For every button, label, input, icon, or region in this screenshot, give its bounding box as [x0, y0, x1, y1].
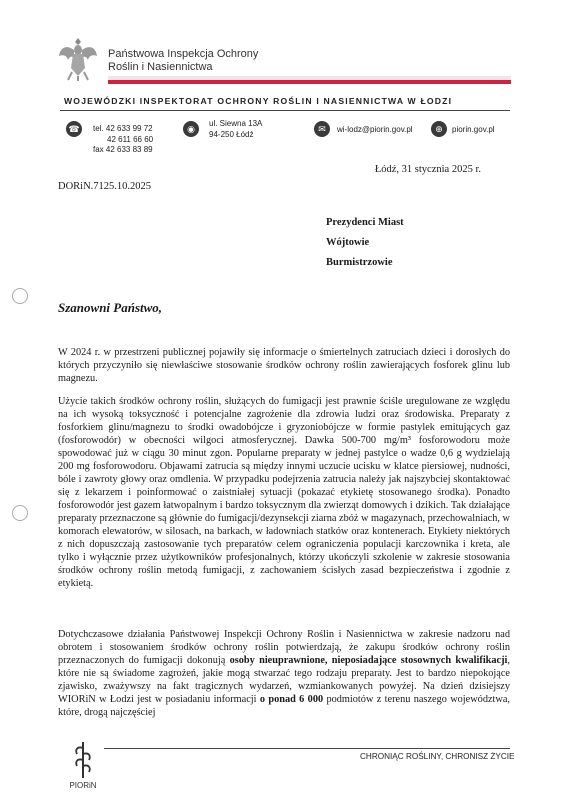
phone-icon: ☎ [66, 121, 82, 137]
greeting: Szanowni Państwo, [58, 300, 163, 315]
website-link[interactable]: piorin.gov.pl [452, 125, 495, 134]
email-address[interactable]: wi-lodz@piorin.gov.pl [337, 125, 413, 134]
paragraph-1: W 2024 r. w przestrzeni publicznej pojawiły się informacje o śmiertelnych zatruciach dzieci i dorosłych do których przyczyniło się niewłaściwe stosowanie środków ochrony roślin zawierających fosforek glinu lub magnezu. [58, 347, 510, 384]
organization-name-line-2: Roślin i Nasiennictwa [108, 61, 213, 73]
address-block [209, 119, 262, 140]
recipient-2: Wójtowie [326, 237, 370, 248]
paragraph-3-emphasis-2: o ponad 6 000 [259, 694, 324, 705]
phone-number-1: tel. 42 633 99 72 [93, 124, 153, 133]
phone-number-2: 42 611 66 60 [107, 134, 154, 144]
organization-name [108, 48, 258, 74]
address-city: 94-250 Łódź [209, 129, 254, 139]
inspectorate-title: WOJEWÓDZKI INSPEKTORAT OCHRONY ROŚLIN I NASIENNICTWA W ŁODZI [64, 96, 453, 106]
eagle-emblem-icon [58, 36, 98, 82]
paragraph-3-part-1: Dotychczasowe działania Państwowej Inspekcji Ochrony Roślin i Nasiennictwa w zakresie nadzoru nad obrotem i stosowaniem środków ochrony roślin potwierdzają, że zakupu środków ochrony roślin przeznaczonych do fumigacji dokonują [58, 629, 510, 666]
globe-icon: ⊕ [431, 121, 447, 137]
organization-name-line-1: Państwowa Inspekcja Ochrony [108, 48, 259, 60]
reference-number: DORiN.7125.10.2025 [58, 181, 152, 192]
location-pin-icon: ◉ [183, 121, 199, 137]
recipient-3: Burmistrzowie [326, 257, 393, 268]
punch-hole-bottom [12, 505, 28, 521]
header-divider [60, 110, 510, 111]
footer-motto: CHRONIĄC ROŚLINY, CHRONISZ ŻYCIE [360, 752, 515, 761]
polish-flag-bar [108, 76, 511, 84]
punch-hole-top [12, 288, 28, 304]
paragraph-3-part-2: , które nie są świadome zagrożeń, jakie mogą stwarzać tego rodzaju preparaty. Jest to bardzo niepokojące zjawisko, zważywszy na fakt tragicznych wydarzeń, wzmiankowanych powyżej. Na dzień dzisiejszy WIORiN w Łodzi jest w posiadaniu informacji [58, 655, 510, 705]
piorin-logo [68, 738, 98, 790]
piorin-logo-text: PIORiN [69, 781, 97, 790]
address-street: ul. Siewna 13A [209, 119, 263, 128]
paragraph-3 [58, 628, 510, 719]
fax-number: fax 42 633 83 89 [93, 145, 153, 154]
recipients-block [326, 213, 404, 273]
email-icon: ✉ [314, 121, 330, 137]
paragraph-3-part-3: podmiotów z terenu naszego województwa, które, drogą najczęściej [58, 694, 510, 718]
paragraph-3-emphasis-1: osoby nieuprawnione, nieposiadające stosownych kwalifikacji [229, 655, 508, 666]
letter-date: Łódź, 31 stycznia 2025 r. [374, 164, 481, 175]
footer-divider [104, 748, 510, 749]
recipient-1: Prezydenci Miast [326, 217, 404, 228]
phone-contact-block [93, 124, 153, 156]
paragraph-2: Użycie takich środków ochrony roślin, służących do fumigacji jest prawnie ściśle uregulowane ze względu na ich wysoką toksyczność i potencjalne zagrożenie dla zdrowia ludzi oraz środowiska. Preparaty z fosforkiem glinu/magnezu to środki owadobójcze i gryzoniobójcze w formie pastylek emitujących gaz (fosforowodór) w obecności wilgoci atmosferycznej. Dawka 500-700 mg/m³ fosforowodoru może spowodować już w ciągu 30 minut zgon. Popularne preparaty w jednej pastylce o wadze 0,6 g wydzielają 200 mg fosforowodoru. Objawami zatrucia są między innymi uczucie ucisku w klatce piersiowej, nudności, bóle i zawroty głowy oraz omdlenia. W przypadku podejrzenia zatrucia należy jak najszybciej skontaktować się z lekarzem i poinformować o zaistniałej sytuacji (pokazać etykietę stosowanego środka). Ponadto fosforowodór jest gazem łatwopalnym i bardzo toksycznym dla zwierząt domowych i dzikich. Tak działające preparaty przeznaczone są głównie do fumigacji/dezynsekcji ziarna zbóż w magazynach, przechowalniach, w komorach elewatorów, w silosach, na barkach, w ładowniach statków oraz kontenerach. Etykiety niektórych z nich dopuszczają zastosowanie tych preparatów celem ograniczenia populacji karczownika i kreta, ale tylko i wyłącznie przez użytkowników profesjonalnych, którzy ukończyli szkolenie w zakresie stosowania środków ochrony roślin metodą fumigacji, z zachowaniem ścisłych zasad bezpieczeństwa i zgodnie z etykietą. [58, 396, 510, 589]
